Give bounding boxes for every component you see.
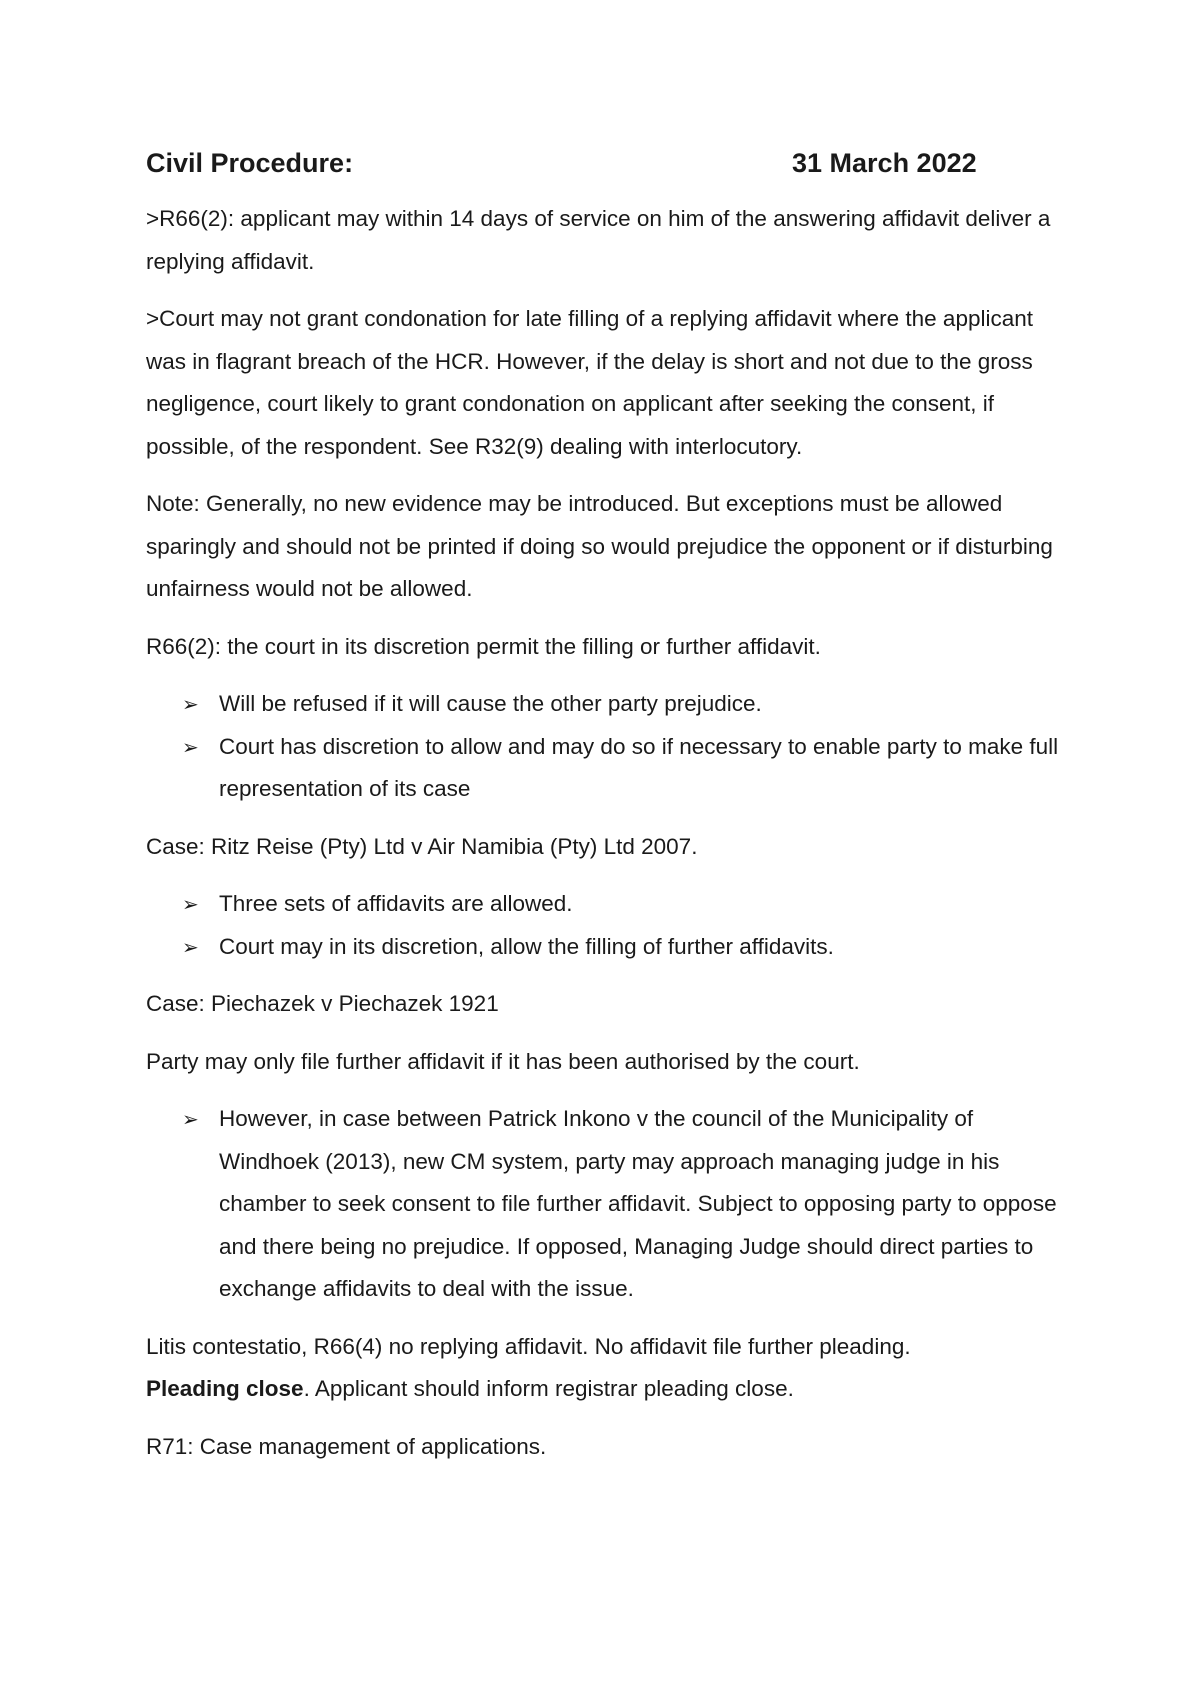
list-item-text: Court may in its discretion, allow the filling of further affidavits. (219, 933, 834, 959)
paragraph-litis-contestatio: Litis contestatio, R66(4) no replying affidavit. No affidavit file further pleading. (146, 1333, 911, 1359)
list-item-text: Three sets of affidavits are allowed. (219, 891, 573, 916)
paragraph-r71: R71: Case management of applications. (146, 1433, 547, 1459)
arrow-bullet-icon: ➢ (182, 734, 199, 759)
paragraph-case-piechazek: Case: Piechazek v Piechazek 1921 (146, 991, 499, 1016)
list-item (146, 726, 1066, 811)
arrow-bullet-icon: ➢ (182, 892, 199, 916)
paragraph-note: Note: Generally, no new evidence may be introduced. But exceptions must be allowed sparingly and should not be printed if doing so would prejudice the opponent or if disturbing unfairness would not be allowed. (146, 491, 1053, 601)
document-page (146, 140, 1066, 1483)
paragraph-further-affidavit: Party may only file further affidavit if it has been authorised by the court. (146, 1048, 860, 1074)
list-item (146, 926, 1066, 969)
list-item (146, 1098, 1066, 1311)
bullet-list-inkono (146, 1098, 1066, 1311)
bullet-list-ritz (146, 883, 1066, 968)
list-item-text: Will be refused if it will cause the other party prejudice. (219, 691, 762, 716)
list-item-text: However, in case between Patrick Inkono v the council of the Municipality of Windhoek (2013), new CM system, party may approach managing judge in his chamber to seek consent to file further affidavit. Subject to opposing party to oppose and there being no prejudice. If opposed, Managing Judge should direct parties to exchange affidavits to deal with the issue. (219, 1106, 1057, 1301)
pleading-close-rest: . Applicant should inform registrar pleading close. (303, 1376, 794, 1401)
bullet-list-discretion (146, 683, 1066, 811)
document-title: Civil Procedure: (146, 148, 354, 178)
heading-row (146, 140, 1066, 190)
list-item-text: Court has discretion to allow and may do so if necessary to enable party to make full representation of its case (219, 733, 1059, 801)
paragraph-pleading-close (146, 1368, 1066, 1411)
paragraph-case-ritz: Case: Ritz Reise (Pty) Ltd v Air Namibia (Pty) Ltd 2007. (146, 833, 698, 859)
arrow-bullet-icon: ➢ (182, 692, 199, 716)
paragraph-r66-2: >R66(2): applicant may within 14 days of service on him of the answering affidavit deliver a replying affidavit. (146, 206, 1051, 274)
pleading-close-bold: Pleading close (146, 1376, 304, 1401)
paragraph-discretion: R66(2): the court in its discretion permit the filling or further affidavit. (146, 633, 821, 659)
document-date: 31 March 2022 (792, 148, 977, 178)
paragraph-condonation: >Court may not grant condonation for late filling of a replying affidavit where the applicant was in flagrant breach of the HCR. However, if the delay is short and not due to the gross negligence, court likely to grant condonation on applicant after seeking the consent, if possible, of the respondent. See R32(9) dealing with interlocutory. (146, 306, 1033, 459)
list-item (146, 683, 1066, 726)
arrow-bullet-icon: ➢ (182, 934, 199, 959)
list-item (146, 883, 1066, 926)
arrow-bullet-icon: ➢ (182, 1107, 199, 1131)
